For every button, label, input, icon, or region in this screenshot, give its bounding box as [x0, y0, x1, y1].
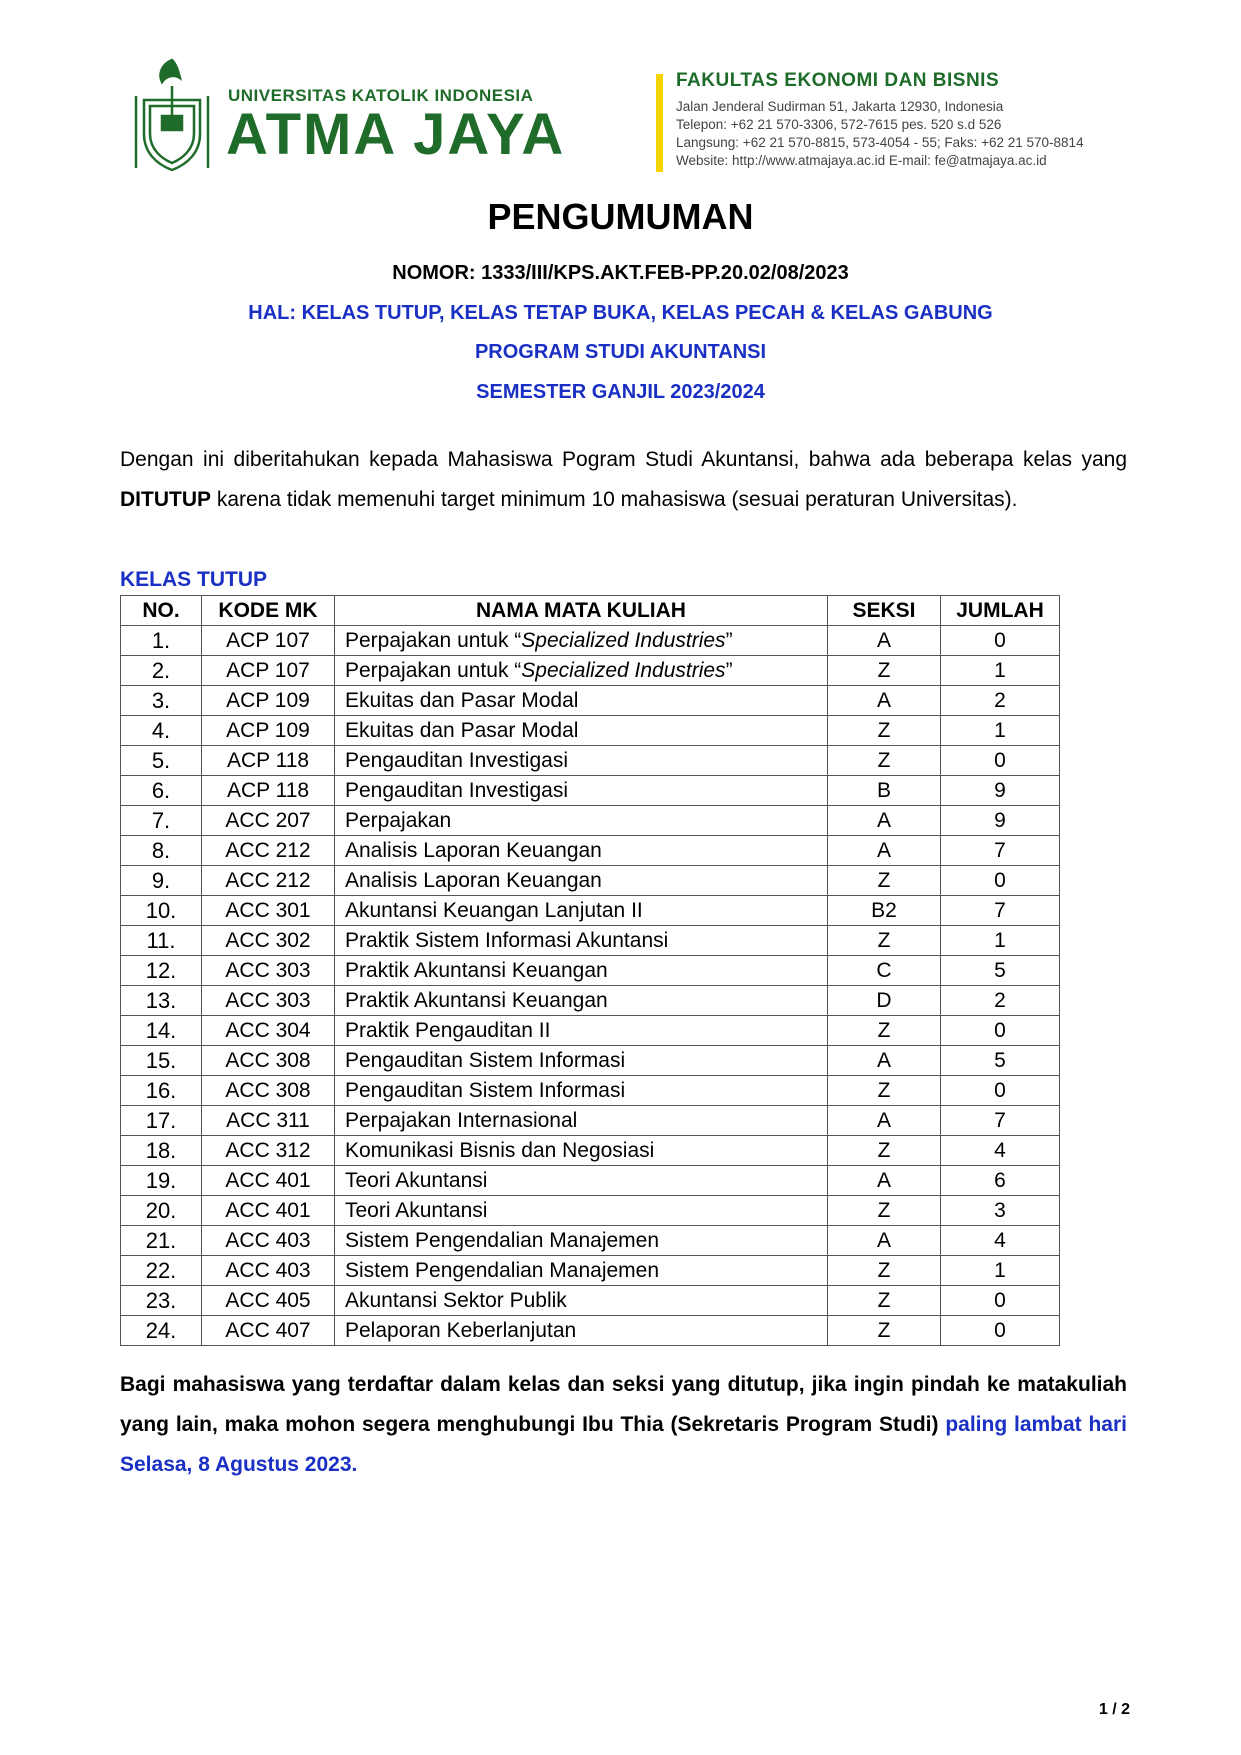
section-code: A	[828, 1166, 941, 1196]
course-name	[335, 836, 828, 866]
course-name-text: Komunikasi Bisnis dan Negosiasi	[345, 1138, 655, 1162]
closed-classes-table	[120, 595, 1060, 1346]
course-name-text: Perpajakan Internasional	[345, 1108, 578, 1132]
faculty-direct-line: Langsung: +62 21 570-8815, 573-4054 - 55; Faks: +62 21 570-8814	[676, 135, 1084, 150]
student-count: 9	[941, 776, 1060, 806]
course-name	[335, 776, 828, 806]
course-code: ACC 301	[202, 896, 335, 926]
course-name-text: Teori Akuntansi	[345, 1168, 488, 1192]
row-number: 23.	[121, 1286, 202, 1316]
section-code: A	[828, 806, 941, 836]
table-row	[121, 836, 1060, 866]
section-code: Z	[828, 716, 941, 746]
course-name-text: Perpajakan	[345, 808, 452, 832]
course-name	[335, 1136, 828, 1166]
course-name-italic: Specialized Industries	[521, 658, 726, 682]
table-row	[121, 686, 1060, 716]
course-code: ACP 109	[202, 716, 335, 746]
student-count: 1	[941, 926, 1060, 956]
student-count: 2	[941, 986, 1060, 1016]
student-count: 4	[941, 1136, 1060, 1166]
table-row	[121, 806, 1060, 836]
table-body	[121, 626, 1060, 1346]
intro-paragraph	[120, 440, 1127, 520]
course-name	[335, 986, 828, 1016]
row-number: 8.	[121, 836, 202, 866]
student-count: 0	[941, 626, 1060, 656]
study-program: PROGRAM STUDI AKUNTANSI	[474, 341, 767, 363]
row-number: 15.	[121, 1046, 202, 1076]
course-code: ACP 118	[202, 746, 335, 776]
table-row	[121, 1136, 1060, 1166]
course-name-text: Pengauditan Sistem Informasi	[345, 1048, 626, 1072]
course-name	[335, 1256, 828, 1286]
table-row	[121, 1196, 1060, 1226]
student-count: 0	[941, 866, 1060, 896]
course-name	[335, 1016, 828, 1046]
closing-text: Bagi mahasiswa yang terdaftar dalam kelas dan seksi yang ditutup, jika ingin pindah ke matakuliah yang lain, maka mohon segera menghubungi Ibu Thia (Sekretaris Program Studi)	[120, 1373, 1127, 1436]
course-code: ACC 403	[202, 1226, 335, 1256]
row-number: 19.	[121, 1166, 202, 1196]
table-header-row	[121, 596, 1060, 626]
student-count: 4	[941, 1226, 1060, 1256]
course-name	[335, 956, 828, 986]
course-name-text: Akuntansi Sektor Publik	[345, 1288, 567, 1312]
course-name-suffix: ”	[725, 658, 733, 682]
course-code: ACC 207	[202, 806, 335, 836]
faculty-website: Website: http://www.atmajaya.ac.id E-mail: fe@atmajaya.ac.id	[676, 153, 1047, 168]
course-name	[335, 1316, 828, 1346]
course-name-text: Ekuitas dan Pasar Modal	[345, 718, 579, 742]
course-name-text: Teori Akuntansi	[345, 1198, 488, 1222]
section-code: A	[828, 836, 941, 866]
course-name	[335, 716, 828, 746]
course-name-text: Pelaporan Keberlanjutan	[345, 1318, 577, 1342]
course-code: ACC 302	[202, 926, 335, 956]
course-code: ACC 212	[202, 836, 335, 866]
section-code: B	[828, 776, 941, 806]
student-count: 9	[941, 806, 1060, 836]
row-number: 9.	[121, 866, 202, 896]
table-row	[121, 626, 1060, 656]
course-code: ACC 303	[202, 956, 335, 986]
student-count: 5	[941, 1046, 1060, 1076]
course-name-suffix: ”	[725, 628, 733, 652]
table-row	[121, 956, 1060, 986]
course-name-text: Analisis Laporan Keuangan	[345, 838, 602, 862]
document-number: NOMOR: 1333/III/KPS.AKT.FEB-PP.20.02/08/2023	[392, 262, 849, 284]
table-row	[121, 1316, 1060, 1346]
section-code: A	[828, 626, 941, 656]
row-number: 4.	[121, 716, 202, 746]
column-header-nama: NAMA MATA KULIAH	[335, 596, 828, 626]
intro-text-part2: karena tidak memenuhi target minimum 10 mahasiswa (sesuai peraturan Universitas).	[211, 488, 1018, 511]
section-code: Z	[828, 1016, 941, 1046]
course-name	[335, 1226, 828, 1256]
section-code: C	[828, 956, 941, 986]
column-header-no: NO.	[121, 596, 202, 626]
course-name	[335, 656, 828, 686]
row-number: 16.	[121, 1076, 202, 1106]
table-row	[121, 866, 1060, 896]
course-name-text: Analisis Laporan Keuangan	[345, 868, 602, 892]
course-code: ACC 405	[202, 1286, 335, 1316]
table-row	[121, 776, 1060, 806]
course-code: ACC 212	[202, 866, 335, 896]
table-row	[121, 716, 1060, 746]
student-count: 5	[941, 956, 1060, 986]
course-name	[335, 1196, 828, 1226]
course-name-text: Sistem Pengendalian Manajemen	[345, 1228, 660, 1252]
course-name-text: Praktik Sistem Informasi Akuntansi	[345, 928, 669, 952]
student-count: 0	[941, 746, 1060, 776]
section-code: Z	[828, 746, 941, 776]
row-number: 21.	[121, 1226, 202, 1256]
row-number: 6.	[121, 776, 202, 806]
student-count: 1	[941, 1256, 1060, 1286]
section-code: Z	[828, 1286, 941, 1316]
course-code: ACC 308	[202, 1076, 335, 1106]
section-code: Z	[828, 1196, 941, 1226]
university-name: ATMA JAYA	[226, 102, 566, 167]
faculty-name: FAKULTAS EKONOMI DAN BISNIS	[676, 70, 1000, 91]
student-count: 0	[941, 1076, 1060, 1106]
student-count: 2	[941, 686, 1060, 716]
course-code: ACP 109	[202, 686, 335, 716]
table-row	[121, 1166, 1060, 1196]
course-name-text: Perpajakan untuk “	[345, 658, 522, 682]
row-number: 2.	[121, 656, 202, 686]
university-subtitle: UNIVERSITAS KATOLIK INDONESIA	[228, 86, 534, 105]
page-number: 1 / 2	[1098, 1701, 1130, 1718]
row-number: 1.	[121, 626, 202, 656]
course-name	[335, 1046, 828, 1076]
course-name	[335, 896, 828, 926]
table-row	[121, 1016, 1060, 1046]
course-name-italic: Specialized Industries	[521, 628, 726, 652]
course-name	[335, 1106, 828, 1136]
row-number: 5.	[121, 746, 202, 776]
course-name-text: Praktik Akuntansi Keuangan	[345, 988, 608, 1012]
section-code: Z	[828, 866, 941, 896]
course-code: ACP 107	[202, 626, 335, 656]
course-name-text: Pengauditan Investigasi	[345, 748, 568, 772]
intro-text-bold: DITUTUP	[120, 488, 211, 511]
course-name-text: Pengauditan Investigasi	[345, 778, 568, 802]
student-count: 0	[941, 1286, 1060, 1316]
course-code: ACC 403	[202, 1256, 335, 1286]
student-count: 6	[941, 1166, 1060, 1196]
row-number: 12.	[121, 956, 202, 986]
student-count: 0	[941, 1016, 1060, 1046]
student-count: 1	[941, 656, 1060, 686]
course-code: ACP 107	[202, 656, 335, 686]
table-row	[121, 1286, 1060, 1316]
table-row	[121, 1046, 1060, 1076]
section-code: Z	[828, 1136, 941, 1166]
row-number: 3.	[121, 686, 202, 716]
student-count: 7	[941, 1106, 1060, 1136]
table-row	[121, 1106, 1060, 1136]
table-row	[121, 986, 1060, 1016]
faculty-phone: Telepon: +62 21 570-3306, 572-7615 pes. 520 s.d 526	[676, 117, 1002, 132]
student-count: 7	[941, 896, 1060, 926]
section-code: A	[828, 686, 941, 716]
course-name-text: Akuntansi Keuangan Lanjutan II	[345, 898, 643, 922]
row-number: 13.	[121, 986, 202, 1016]
course-name	[335, 1076, 828, 1106]
course-name	[335, 866, 828, 896]
subject-line: HAL: KELAS TUTUP, KELAS TETAP BUKA, KELAS PECAH & KELAS GABUNG	[248, 302, 993, 324]
table-row	[121, 656, 1060, 686]
course-code: ACC 308	[202, 1046, 335, 1076]
row-number: 7.	[121, 806, 202, 836]
section-code: Z	[828, 1256, 941, 1286]
student-count: 7	[941, 836, 1060, 866]
student-count: 3	[941, 1196, 1060, 1226]
table-row	[121, 1256, 1060, 1286]
row-number: 17.	[121, 1106, 202, 1136]
semester-line: SEMESTER GANJIL 2023/2024	[476, 381, 765, 403]
course-code: ACC 401	[202, 1196, 335, 1226]
course-name	[335, 686, 828, 716]
student-count: 0	[941, 1316, 1060, 1346]
closing-paragraph	[120, 1365, 1127, 1485]
section-code: A	[828, 1106, 941, 1136]
table-row	[121, 896, 1060, 926]
section-code: Z	[828, 1316, 941, 1346]
section-code: A	[828, 1226, 941, 1256]
course-name-text: Perpajakan untuk “	[345, 628, 522, 652]
row-number: 14.	[121, 1016, 202, 1046]
row-number: 22.	[121, 1256, 202, 1286]
course-code: ACC 312	[202, 1136, 335, 1166]
course-name-text: Pengauditan Sistem Informasi	[345, 1078, 626, 1102]
faculty-address: Jalan Jenderal Sudirman 51, Jakarta 12930, Indonesia	[676, 99, 1004, 114]
table-row	[121, 746, 1060, 776]
section-code: B2	[828, 896, 941, 926]
university-logo-icon	[132, 56, 212, 176]
section-code: Z	[828, 656, 941, 686]
row-number: 24.	[121, 1316, 202, 1346]
course-name	[335, 1286, 828, 1316]
row-number: 11.	[121, 926, 202, 956]
course-code: ACC 303	[202, 986, 335, 1016]
closing-deadline: paling lambat hari Selasa, 8 Agustus 2023.	[120, 1413, 1127, 1476]
course-name	[335, 626, 828, 656]
course-code: ACC 401	[202, 1166, 335, 1196]
course-code: ACC 407	[202, 1316, 335, 1346]
intro-text-part1: Dengan ini diberitahukan kepada Mahasiswa Pogram Studi Akuntansi, bahwa ada beberapa kelas yang	[120, 448, 1127, 471]
column-header-jumlah: JUMLAH	[941, 596, 1060, 626]
section-code: Z	[828, 926, 941, 956]
header-accent-bar	[656, 74, 663, 172]
page-title: PENGUMUMAN	[487, 196, 754, 237]
row-number: 10.	[121, 896, 202, 926]
column-header-seksi: SEKSI	[828, 596, 941, 626]
course-name-text: Praktik Akuntansi Keuangan	[345, 958, 608, 982]
section-code: Z	[828, 1076, 941, 1106]
course-name-text: Sistem Pengendalian Manajemen	[345, 1258, 660, 1282]
table-row	[121, 1076, 1060, 1106]
table-row	[121, 1226, 1060, 1256]
section-code: A	[828, 1046, 941, 1076]
course-name-text: Ekuitas dan Pasar Modal	[345, 688, 579, 712]
course-code: ACC 304	[202, 1016, 335, 1046]
course-name	[335, 746, 828, 776]
course-code: ACP 118	[202, 776, 335, 806]
course-name	[335, 926, 828, 956]
course-code: ACC 311	[202, 1106, 335, 1136]
course-name	[335, 806, 828, 836]
course-name	[335, 1166, 828, 1196]
student-count: 1	[941, 716, 1060, 746]
column-header-kode: KODE MK	[202, 596, 335, 626]
section-code: D	[828, 986, 941, 1016]
course-name-text: Praktik Pengauditan II	[345, 1018, 551, 1042]
row-number: 18.	[121, 1136, 202, 1166]
table-row	[121, 926, 1060, 956]
section-label-kelas-tutup: KELAS TUTUP	[120, 568, 267, 591]
row-number: 20.	[121, 1196, 202, 1226]
